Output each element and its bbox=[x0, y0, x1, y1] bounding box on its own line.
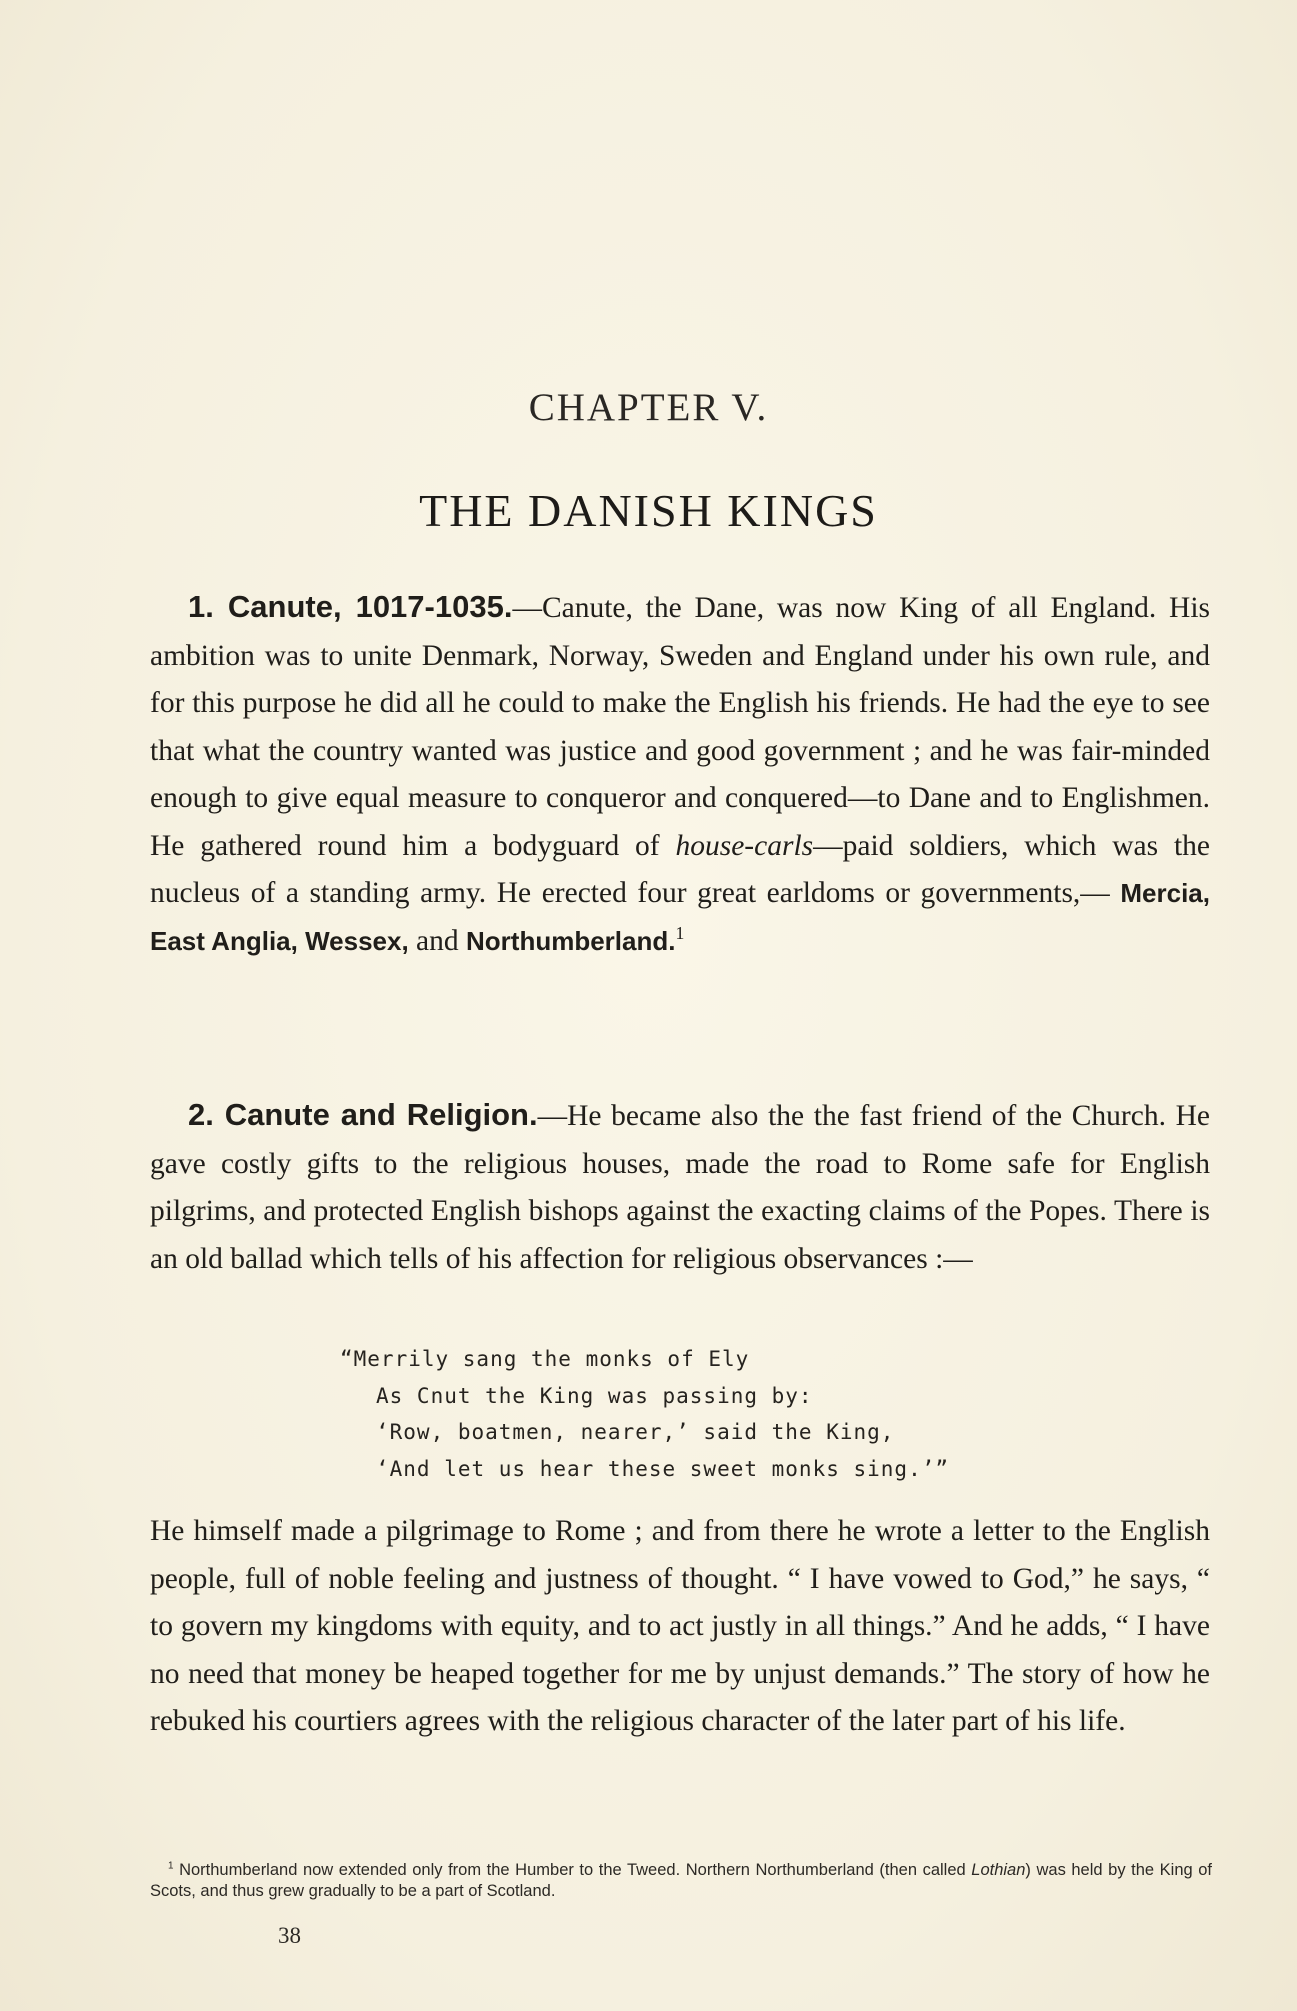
section-2-paragraph bbox=[150, 1091, 1210, 1283]
chapter-title: THE DANISH KINGS bbox=[419, 485, 878, 536]
continuation-paragraph bbox=[150, 1508, 1210, 1746]
ballad-line-4: ‘And let us hear these sweet monks sing.’” bbox=[376, 1456, 950, 1481]
footnote-text-b: ) was held by the King of Scots, and thus grew gradually to be a part of Scotland. bbox=[150, 1861, 1213, 1900]
ballad-quote bbox=[340, 1341, 949, 1487]
footnote-italic: Lothian bbox=[971, 1861, 1026, 1879]
ballad-line-3: ‘Row, boatmen, nearer,’ said the King, bbox=[376, 1420, 895, 1444]
chapter-label: CHAPTER V. bbox=[528, 386, 769, 429]
ballad-line-2: As Cnut the King was passing by: bbox=[376, 1383, 813, 1408]
section-2-text: —He became also the the fast friend of the Church. He gave costly gifts to the religious houses, made the road to Rome safe for English pilgrims, and protected English bishops against the exacting claims of the Popes. There is an old ballad which tells of his affection for religious observances :— bbox=[150, 1100, 1210, 1275]
section-1-earldoms: Mercia, East Anglia, Wessex, bbox=[150, 878, 1210, 956]
section-1-text-b: —paid soldiers, which was the nucleus of a standing army. He erected four great earldoms or governments,— bbox=[150, 829, 1211, 909]
section-1-paragraph bbox=[150, 583, 1210, 965]
footnote-number: 1 bbox=[168, 1860, 174, 1872]
footnote-reference: 1 bbox=[675, 922, 685, 943]
section-1-italic-term: house-carls bbox=[675, 829, 814, 862]
page-number: 38 bbox=[278, 1923, 301, 1948]
footnote-text-a: Northumberland now extended only from the Humber to the Tweed. Northern Northumberland (then called bbox=[173, 1861, 972, 1879]
section-1-text-a: —Canute, the Dane, was now King of all England. His ambition was to unite Denmark, Norway, Sweden and England under his own rule, and for this purpose he did all he could to make the English his friends. He had the eye to see that what the country wanted was justice and good government ; and he was fair-minded enough to give equal measure to conqueror and conquered—to Dane and to Englishmen. He gathered round him a bodyguard of bbox=[150, 592, 1210, 862]
section-1-last-earldom: Northumberland. bbox=[466, 925, 676, 956]
section-2-heading: 2. Canute and Religion. bbox=[188, 1097, 538, 1132]
continuation-text: He himself made a pilgrimage to Rome ; and from there he wrote a letter to the English people, full of noble feeling and justness of thought. “ I have vowed to God,” he says, “ to govern my kingdoms with equity, and to act justly in all things.” And he adds, “ I have no need that money be heaped together for me by unjust demands.” The story of how he rebuked his courtiers agrees with the religious character of the later part of his life. bbox=[150, 1515, 1210, 1737]
section-1-heading: 1. Canute, 1017-1035. bbox=[188, 589, 513, 624]
ballad-line-1: “Merrily sang the monks of Ely bbox=[340, 1347, 750, 1371]
footnote bbox=[150, 1860, 1212, 1902]
section-1-and: and bbox=[408, 924, 467, 957]
